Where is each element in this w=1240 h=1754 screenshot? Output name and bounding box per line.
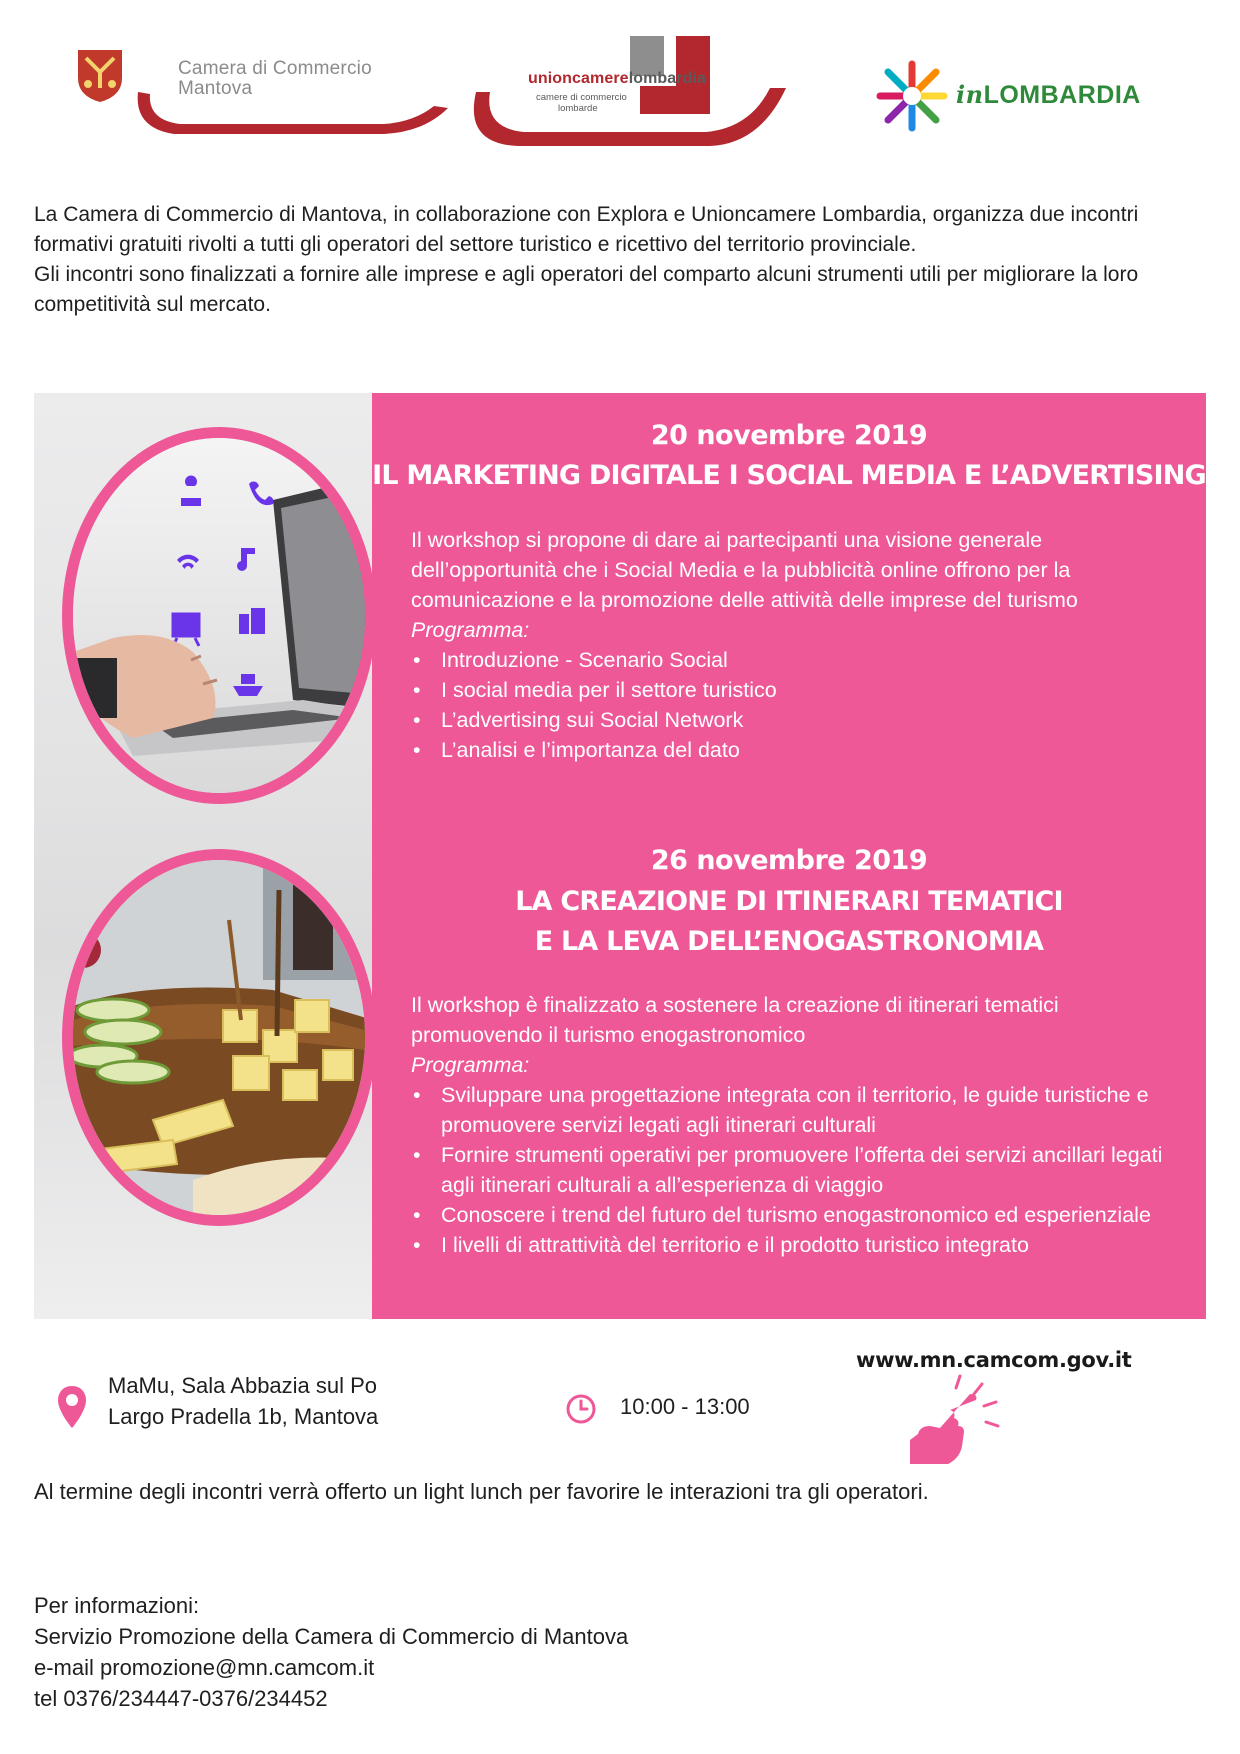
ucl-logo-name: unioncamerelombardia — [528, 70, 707, 87]
light-lunch-note: Al termine degli incontri verrà offerto un light lunch per favorire le interazioni tra gli operatori. — [34, 1479, 929, 1504]
laptop-social-photo — [62, 427, 376, 804]
event-2-body — [411, 990, 1191, 1260]
event-1-program-list — [411, 645, 1191, 765]
website-link[interactable]: www.mn.camcom.gov.it — [856, 1348, 1132, 1372]
cheese-illustration — [73, 860, 365, 1215]
event-2-date: 26 novembre 2019 — [650, 845, 928, 876]
event-2-program-label: Programma: — [411, 1053, 530, 1077]
event-1-description: Il workshop si propone di dare ai partecipanti una visione generale dell’opportunità che i Social Media e la pubblicità online offrono per la comunicazione e la promozione delle attività delle imprese del turismo — [411, 528, 1078, 612]
program-item: • L’advertising sui Social Network — [411, 705, 1191, 735]
contact-phone: tel 0376/234447-0376/234452 — [34, 1686, 328, 1711]
event-2-title-line-1: LA CREAZIONE DI ITINERARI TEMATICI — [515, 886, 1063, 917]
ccm-logo-line1: Camera di Commercio — [178, 58, 372, 79]
contact-info — [34, 1590, 628, 1714]
in-lombardia-logo — [872, 56, 1182, 134]
contact-email[interactable]: e-mail promozione@mn.camcom.it — [34, 1655, 375, 1680]
unioncamere-lombardia-logo — [470, 36, 790, 148]
ccm-swoosh-icon — [134, 88, 450, 144]
event-2-title — [372, 882, 1206, 962]
in-lombardia-wordmark: inLOMBARDIA — [956, 80, 1141, 109]
venue-address — [108, 1370, 378, 1432]
venue-line-1: MaMu, Sala Abbazia sul Po — [108, 1373, 378, 1398]
ccm-logo-line2: Mantova — [178, 78, 253, 99]
program-item: • L’analisi e l’importanza del dato — [411, 735, 1191, 765]
program-item: • Sviluppare una progettazione integrata con il territorio, le guide turistiche e promuovere servizi legati agli itinerari culturali — [411, 1080, 1191, 1140]
cheese-board-photo — [62, 849, 376, 1226]
intro-paragraph-2: Gli incontri sono finalizzati a fornire alle imprese e agli operatori del comparto alcuni strumenti utili per migliorare la loro competitività sul mercato. — [34, 263, 1139, 316]
ucl-logo-sub2: lombarde — [558, 103, 598, 114]
clock-icon — [565, 1393, 597, 1425]
camera-commercio-mantova-logo — [74, 40, 374, 140]
university-crest-icon — [74, 48, 126, 104]
ucl-swoosh-icon — [470, 36, 790, 148]
pointing-hand-icon — [900, 1372, 1012, 1468]
event-1-title-line: IL MARKETING DIGITALE I SOCIAL MEDIA E L’ADVERTISING — [372, 460, 1206, 491]
ucl-logo-sub1: camere di commercio — [536, 92, 627, 103]
intro-paragraph-1: La Camera di Commercio di Mantova, in collaborazione con Explora e Unioncamere Lombardia, organizza due incontri formativi gratuiti rivolti a tutti gli operatori del settore turistico e ricettivo del territorio provinciale. — [34, 203, 1139, 256]
program-item: • Conoscere i trend del futuro del turismo enogastronomico ed esperienziale — [411, 1200, 1191, 1230]
laptop-illustration — [73, 438, 365, 793]
program-item: • I livelli di attrattività del territorio e il prodotto turistico integrato — [411, 1230, 1191, 1260]
lombardia-starburst-icon — [876, 60, 948, 132]
event-1-title — [372, 456, 1206, 496]
intro-text — [34, 200, 1214, 320]
program-item: • I social media per il settore turistico — [411, 675, 1191, 705]
event-2-description: Il workshop è finalizzato a sostenere la creazione di itinerari tematici promuovendo il turismo enogastronomico — [411, 993, 1059, 1047]
contact-heading: Per informazioni: — [34, 1593, 200, 1618]
location-pin-icon — [56, 1384, 88, 1430]
event-time: 10:00 - 13:00 — [620, 1394, 750, 1419]
program-item: • Fornire strumenti operativi per promuovere l’offerta dei servizi ancillari legati agli itinerari culturali a all’esperienza di viaggio — [411, 1140, 1191, 1200]
venue-line-2: Largo Pradella 1b, Mantova — [108, 1404, 379, 1429]
program-item: • Introduzione - Scenario Social — [411, 645, 1191, 675]
event-2-program-list — [411, 1080, 1191, 1260]
event-2-title-line-2: E LA LEVA DELL’ENOGASTRONOMIA — [534, 926, 1044, 957]
event-1-program-label: Programma: — [411, 618, 530, 642]
contact-office: Servizio Promozione della Camera di Commercio di Mantova — [34, 1624, 629, 1649]
event-1-date: 20 novembre 2019 — [650, 420, 928, 451]
event-1-body — [411, 525, 1191, 765]
